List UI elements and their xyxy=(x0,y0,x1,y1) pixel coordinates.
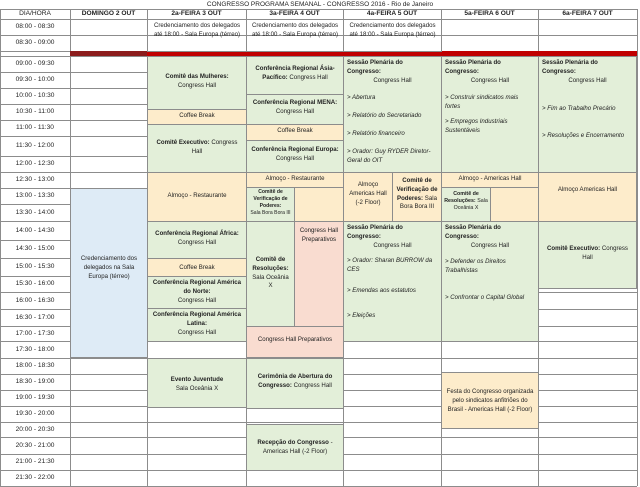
cell-tue-asia xyxy=(246,56,344,95)
time-slot-label: 11:30 - 12:00 xyxy=(15,142,55,149)
cell-wed-verif xyxy=(392,172,442,222)
cell-text: Coffee Break xyxy=(277,127,313,134)
event-location: Congress Hall xyxy=(293,381,332,389)
event-title: Sessão Plenária do Congresso: xyxy=(347,224,403,240)
cell-wed-almoco xyxy=(343,172,393,222)
event-location: Congress Hall xyxy=(470,76,510,84)
grid-line xyxy=(0,9,637,10)
time-slot-label: 16:30 - 17:00 xyxy=(15,314,55,321)
cell-text: Festa do Congresso organizada pelo sindicatos anfitriões do Brasil - Americas Hall (-2 Floor) xyxy=(446,388,534,413)
cell-tue-europa xyxy=(246,140,344,173)
cell-fri-almoco xyxy=(538,172,637,222)
time-slot-label: 09:00 - 09:30 xyxy=(15,60,55,67)
cell-mon-amlatina xyxy=(147,308,247,342)
cell-mon-coffee2 xyxy=(147,258,247,277)
time-slot-label: 12:30 - 13:00 xyxy=(15,176,55,183)
time-slot-label: 21:30 - 22:00 xyxy=(15,474,55,481)
header-domingo: DOMINGO 2 OUT xyxy=(81,10,136,17)
event-location: Sala Oceânia X xyxy=(453,198,488,212)
event-title: Evento Juventude xyxy=(170,376,224,383)
cell-thu-almoco-ext xyxy=(490,187,539,222)
cell-cred-mon xyxy=(147,19,247,52)
cell-thu-plen1 xyxy=(441,56,539,173)
cell-fri-exec xyxy=(538,221,637,289)
agenda-item: > Relatório do Secretariado xyxy=(347,112,422,120)
time-slot-label: 08:30 - 09:00 xyxy=(15,39,55,46)
event-title: Comitê Executivo: xyxy=(547,245,601,252)
cell-text: Almoço - Restaurante xyxy=(265,175,325,182)
event-location: Congress Hall xyxy=(373,241,412,249)
time-slot-label: 17:30 - 18:00 xyxy=(15,346,55,353)
cell-mon-mulheres xyxy=(147,56,247,110)
event-title: Sessão Plenária do Congresso: xyxy=(445,224,501,240)
cell-mon-juventude xyxy=(147,358,247,408)
event-title: Cerimônia de Abertura do Congresso: xyxy=(257,373,333,389)
time-slot-label: 15:30 - 16:00 xyxy=(15,280,55,287)
cell-text: Coffee Break xyxy=(179,112,215,119)
time-slot-label: 10:00 - 10:30 xyxy=(15,92,55,99)
event-location: Congress Hall xyxy=(470,241,510,249)
event-title: Conferência Regional África: xyxy=(155,230,239,237)
cell-thu-almoco xyxy=(441,172,539,188)
event-location: Congress Hall xyxy=(177,238,217,246)
agenda-item: > Fim ao Trabalho Precário xyxy=(542,105,616,113)
cell-thu-resol xyxy=(441,187,491,222)
header-dia-hora: DIA/HORA xyxy=(19,10,51,17)
time-slot-label: 18:30 - 19:00 xyxy=(15,378,55,385)
event-location: Congress Hall xyxy=(177,296,217,304)
event-location: - Americas Hall (-2 Floor) xyxy=(262,439,333,455)
event-title: Comitê Executivo: xyxy=(156,139,210,146)
time-slot-label: 12:00 - 12:30 xyxy=(15,160,55,167)
agenda-item: > Orador: Guy RYDER Diretor-Geral do OIT xyxy=(347,147,431,164)
agenda-item: > Emendas aos estatutos xyxy=(347,287,416,295)
cell-tue-almoco-ext xyxy=(294,187,344,222)
event-location: Congress Hall xyxy=(177,81,217,89)
header-segunda: 2a-FEIRA 3 OUT xyxy=(171,10,222,17)
cell-tue-abertura xyxy=(246,358,344,409)
time-slot-label: 16:00 - 16:30 xyxy=(15,297,55,304)
header-sexta: 6a-FEIRA 7 OUT xyxy=(562,10,613,17)
time-slot-label: 20:30 - 21:00 xyxy=(15,442,55,449)
event-location: Congress Hall xyxy=(177,328,217,336)
time-slot-label: 18:00 - 18:30 xyxy=(15,362,55,369)
event-title: Comitê de Verificação de Poderes: xyxy=(253,189,288,209)
header-quinta: 5a-FEIRA 6 OUT xyxy=(464,10,515,17)
event-location: Congress Hall xyxy=(289,73,328,81)
time-slot-label: 19:30 - 20:00 xyxy=(15,410,55,417)
time-slot-label: 14:00 - 14:30 xyxy=(15,227,55,234)
cell-wed-plen1 xyxy=(343,56,442,173)
event-location: Sala Bora Bora III xyxy=(250,209,291,216)
event-title: Sessão Plenária do Congresso: xyxy=(347,59,403,75)
event-title: Conferência Regional América Latina: xyxy=(152,311,242,327)
agenda-item: > Resoluções e Encerramento xyxy=(542,132,625,140)
page-title: CONGRESSO PROGRAMA SEMANAL - CONGRESSO 2016 - Rio de Janeiro xyxy=(206,1,434,8)
cell-tue-coffee xyxy=(246,124,344,141)
time-slot-label: 14:30 - 15:00 xyxy=(15,245,55,252)
event-title: Comitê de Verificação de Poderes: xyxy=(396,177,438,202)
header-quarta: 4a-FEIRA 5 OUT xyxy=(366,10,418,17)
cell-mon-exec xyxy=(147,124,247,173)
agenda-item: > Orador: Sharan BURROW da CES xyxy=(347,257,433,274)
event-title: Comitê de Resoluções: xyxy=(252,256,289,272)
cell-text: Credenciamento dos delegados até 18:00 - Sala Europa (térreo) xyxy=(251,22,339,38)
event-title: Comitê de Resoluções: xyxy=(444,191,479,205)
time-slot-label: 09:30 - 10:00 xyxy=(15,76,55,83)
agenda-item: > Empregos Industriais Sustentáveis xyxy=(445,118,508,134)
event-location: Congress Hall xyxy=(568,76,607,84)
cell-text: Almoço Americas Hall xyxy=(557,186,618,193)
event-title: Conferência Regional MENA: xyxy=(252,99,338,106)
event-location: Congress Hall xyxy=(275,154,315,162)
agenda-item: > Defender os Direitos Trabalhistas xyxy=(445,258,506,275)
event-location: Sala Oceânia X xyxy=(252,273,289,290)
cell-text: Almoço - Americas Hall xyxy=(458,175,522,182)
agenda-item: > Confrontar o Capital Global xyxy=(445,294,525,302)
event-title: Recepção do Congresso xyxy=(257,439,329,446)
event-location: Sala Oceânia X xyxy=(175,384,219,392)
cell-mon-almoco xyxy=(147,172,247,222)
break-bar xyxy=(70,51,147,56)
cell-thu-plen2 xyxy=(441,221,539,342)
cell-text: Credenciamento dos delegados até 18:00 - Sala Europa (térreo) xyxy=(349,22,436,38)
event-title: Conferência Regional Europa: xyxy=(251,146,339,153)
event-location: Congress Hall xyxy=(275,107,315,115)
cell-tue-prep2 xyxy=(246,326,344,358)
event-title: Conferência Regional América do Norte: xyxy=(152,279,242,295)
event-location: Congress Hall xyxy=(373,76,412,84)
cell-cred-tue xyxy=(246,19,344,52)
time-slot-label: 15:00 - 15:30 xyxy=(15,263,55,270)
cell-cred-sun xyxy=(70,188,148,358)
time-slot-label: 08:00 - 08:30 xyxy=(15,23,55,30)
agenda-item: > Abertura xyxy=(347,94,376,102)
event-location: Congress Hall xyxy=(191,139,238,155)
time-slot-label: 13:30 - 14:00 xyxy=(15,209,55,216)
cell-mon-africa xyxy=(147,221,247,259)
cell-thu-festa xyxy=(441,372,539,429)
event-location: Congress Hall xyxy=(582,245,628,261)
cell-tue-resol xyxy=(246,221,295,327)
event-location: Sala Bora Bora III xyxy=(399,194,437,211)
event-title: Sessão Plenária do Congresso: xyxy=(445,59,501,75)
cell-mon-coffee1 xyxy=(147,109,247,125)
cell-text: Almoço - Restaurante xyxy=(167,192,227,199)
cell-text: Congress Hall Preparativos xyxy=(257,336,333,343)
agenda-item: > Relatório financeiro xyxy=(347,130,405,138)
cell-tue-recepcao xyxy=(246,424,344,471)
event-title: Comitê das Mulheres: xyxy=(165,73,229,80)
cell-text: Credenciamento dos delegados na Sala Europa (térreo) xyxy=(80,255,138,280)
cell-cred-wed xyxy=(343,19,442,52)
cell-mon-amnorte xyxy=(147,276,247,309)
cell-text: Almoço Americas Hall (-2 Floor) xyxy=(349,181,387,206)
time-slot-label: 21:00 - 21:30 xyxy=(15,458,55,465)
cell-tue-prep1 xyxy=(294,221,344,327)
cell-tue-mena xyxy=(246,94,344,125)
cell-text: Credenciamento dos delegados até 18:00 - Sala Europa (térreo) xyxy=(153,22,241,38)
time-slot-label: 13:00 - 13:30 xyxy=(15,192,55,199)
time-slot-label: 20:00 - 20:30 xyxy=(15,426,55,433)
cell-tue-almoco xyxy=(246,172,344,188)
agenda-item: > Construir sindicatos mais fortes xyxy=(445,94,519,111)
cell-text: Congress Hall Preparativos xyxy=(299,227,339,243)
event-title: Conferência Regional Ásia-Pacífico: xyxy=(255,65,335,81)
time-slot-label: 11:00 - 11:30 xyxy=(16,124,54,131)
cell-text: Coffee Break xyxy=(179,264,215,271)
cell-tue-verif xyxy=(246,187,295,222)
event-title: Sessão Plenária do Congresso: xyxy=(542,59,598,75)
time-slot-label: 10:30 - 11:00 xyxy=(15,108,55,115)
cell-fri-plen xyxy=(538,56,637,173)
agenda-item: > Eleições xyxy=(347,311,376,319)
time-slot-label: 17:00 - 17:30 xyxy=(15,330,55,337)
cell-wed-plen2 xyxy=(343,221,442,342)
grid-line xyxy=(0,422,637,423)
header-terca: 3a-FEIRA 4 OUT xyxy=(269,10,320,17)
time-slot-label: 19:00 - 19:30 xyxy=(15,394,55,401)
